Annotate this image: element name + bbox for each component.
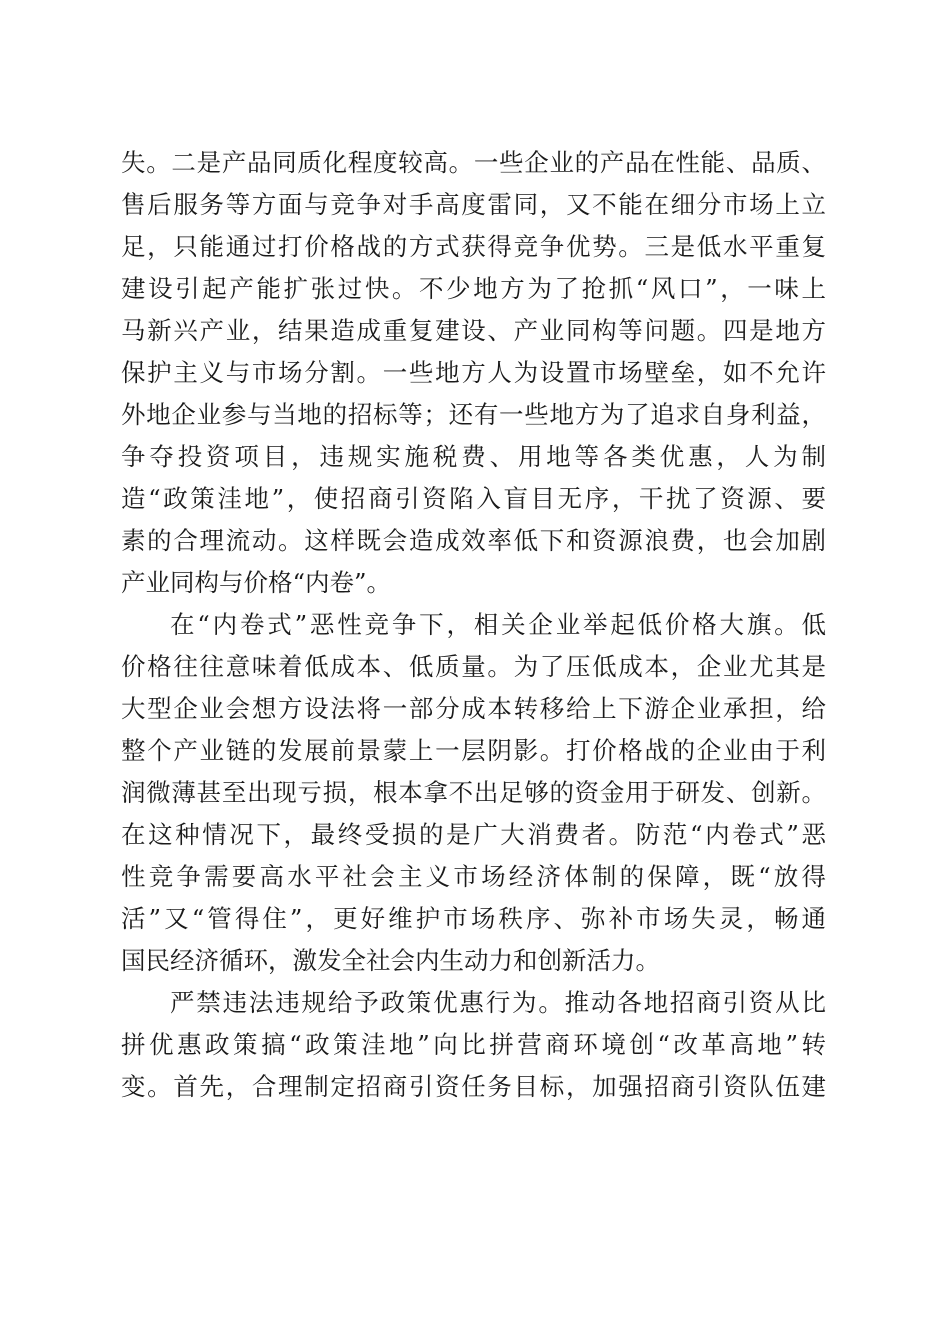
text-line: 活”又“管得住”，更好维护市场秩序、弥补市场失灵，畅通: [121, 904, 826, 933]
text-line: 在“内卷式”恶性竞争下，相关企业举起低价格大旗。低: [170, 610, 826, 639]
text-line: 价格往往意味着低成本、低质量。为了压低成本，企业尤其是: [121, 652, 826, 681]
text-line: 售后服务等方面与竞争对手高度雷同，又不能在细分市场上立: [121, 190, 826, 219]
text-line: 整个产业链的发展前景蒙上一层阴影。打价格战的企业由于利: [121, 736, 826, 765]
text-line: 保护主义与市场分割。一些地方人为设置市场壁垒，如不允许: [121, 358, 826, 387]
text-line: 失。二是产品同质化程度较高。一些企业的产品在性能、品质、: [121, 148, 826, 177]
text-line: 润微薄甚至出现亏损，根本拿不出足够的资金用于研发、创新。: [121, 778, 826, 807]
text-line: 产业同构与价格“内卷”。: [121, 568, 392, 597]
text-line: 足，只能通过打价格战的方式获得竞争优势。三是低水平重复: [121, 232, 826, 261]
text-line: 马新兴产业，结果造成重复建设、产业同构等问题。四是地方: [121, 316, 826, 345]
text-line: 在这种情况下，最终受损的是广大消费者。防范“内卷式”恶: [121, 820, 826, 849]
text-line: 建设引起产能扩张过快。不少地方为了抢抓“风口”，一味上: [121, 274, 826, 303]
text-line: 造“政策洼地”，使招商引资陷入盲目无序，干扰了资源、要: [121, 484, 826, 513]
text-line: 素的合理流动。这样既会造成效率低下和资源浪费，也会加剧: [121, 526, 826, 555]
text-line: 性竞争需要高水平社会主义市场经济体制的保障，既“放得: [121, 862, 826, 891]
text-line: 拼优惠政策搞“政策洼地”向比拼营商环境创“改革高地”转: [121, 1030, 826, 1059]
text-line: 大型企业会想方设法将一部分成本转移给上下游企业承担，给: [121, 694, 826, 723]
text-line: 外地企业参与当地的招标等；还有一些地方为了追求自身利益，: [121, 400, 826, 429]
text-line: 国民经济循环，激发全社会内生动力和创新活力。: [121, 946, 660, 975]
text-line: 争夺投资项目，违规实施税费、用地等各类优惠，人为制: [121, 442, 826, 471]
text-line: 变。首先，合理制定招商引资任务目标，加强招商引资队伍建: [121, 1072, 826, 1101]
text-line: 严禁违法违规给予政策优惠行为。推动各地招商引资从比: [170, 988, 826, 1017]
